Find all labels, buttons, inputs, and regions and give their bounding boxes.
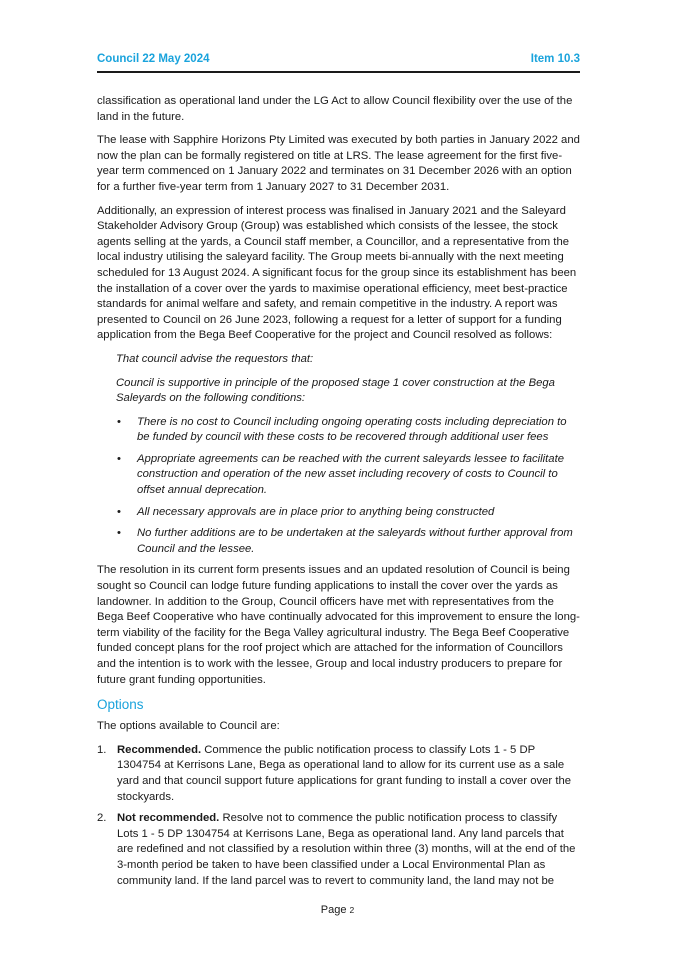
paragraph: The resolution in its current form presents issues and an updated resolution of Council is being sought so Council can lodge future funding applications to install the cover over the yards as landowner. In addition to the Group, Council officers have met with representatives from the Bega Beef Cooperative who have continually advocated for this improvement to ensure the long-term viability of the facility for the Bega Valley agricultural industry. The Bega Beef Cooperative funded concept plans for the roof project which are attached for the information of Councillors and the intention is to work with the lessee, Group and local industry producers to prepare for future grant funding opportunities. bbox=[97, 564, 580, 686]
list-item bbox=[97, 505, 580, 521]
bullet-icon: • bbox=[117, 415, 121, 428]
list-item bbox=[97, 811, 580, 889]
condition-text: All necessary approvals are in place prior to anything being constructed bbox=[137, 505, 495, 518]
paragraph: Additionally, an expression of interest process was finalised in January 2021 and the Saleyard Stakeholder Advisory Group (Group) was established which consists of the lessee, the stock agents selling at the yards, a Council staff member, a Councillor, and a representative from the local industry utilising the saleyard facility. The Group meets bi-annually with the next meeting scheduled for 13 August 2024. A significant focus for the group since its establishment has been the installation of a cover over the yards to maximise operational efficiency, meet best-practice standards for animal welfare and safety, and remain competitive in the industry. A report was presented to Council on 26 June 2023, following a request for a letter of support for a funding application from the Bega Beef Cooperative for the project and Council resolved as follows: bbox=[97, 204, 577, 342]
list-item bbox=[97, 452, 580, 499]
page-header bbox=[97, 53, 580, 73]
condition-text: No further additions are to be undertaken at the saleyards without further approval from Council and the lessee. bbox=[137, 527, 573, 555]
bullet-icon: • bbox=[117, 452, 121, 465]
list-item bbox=[97, 526, 580, 557]
option-label: Not recommended. bbox=[117, 812, 220, 825]
page-footer bbox=[0, 904, 675, 916]
options-list bbox=[97, 743, 580, 889]
bullet-icon: • bbox=[117, 505, 121, 518]
option-number: 2. bbox=[97, 812, 107, 825]
page-number: 2 bbox=[349, 905, 355, 915]
resolution-statement: Council is supportive in principle of the proposed stage 1 cover construction at the Bega Saleyards on the following conditions: bbox=[116, 376, 555, 405]
list-item bbox=[97, 743, 580, 805]
bullet-icon: • bbox=[117, 527, 121, 540]
options-heading: Options bbox=[97, 697, 144, 713]
resolution-intro: That council advise the requestors that: bbox=[116, 352, 314, 365]
meeting-date: Council 22 May 2024 bbox=[97, 53, 210, 65]
options-intro: The options available to Council are: bbox=[97, 720, 280, 733]
document-body bbox=[97, 94, 580, 895]
condition-text: Appropriate agreements can be reached with the current saleyards lessee to facilitate construction and operation of the new asset including recovery of costs to Council to offset annual deprecation. bbox=[137, 452, 565, 497]
option-label: Recommended. bbox=[117, 743, 202, 756]
paragraph: classification as operational land under the LG Act to allow Council flexibility over the use of the land in the future. bbox=[97, 95, 573, 123]
option-text: Resolve not to commence the public notification process to classify Lots 1 - 5 DP 1304754 at Kerrisons Lane, Bega as operational land. Any land parcels that are redefined and not classified by a resolution within three (3) months, will at the end of the 3-month period be taken to have been classified under a Local Environmental Plan as community land. If the land parcel was to revert to community land, the land may not be bbox=[117, 812, 576, 887]
conditions-list bbox=[97, 415, 580, 558]
list-item bbox=[97, 415, 580, 446]
page-label: Page bbox=[320, 904, 350, 916]
option-text: Commence the public notification process to classify Lots 1 - 5 DP 1304754 at Kerrisons Lane, Bega as operational land to allow for its current use as a sale yard and that council support future applications for grant funding to install a cover over the stockyards. bbox=[117, 743, 572, 803]
item-number: Item 10.3 bbox=[530, 53, 580, 65]
option-number: 1. bbox=[97, 743, 107, 756]
condition-text: There is no cost to Council including ongoing operating costs including depreciation to be funded by council with these costs to be recovered through additional user fees bbox=[137, 415, 567, 444]
paragraph: The lease with Sapphire Horizons Pty Limited was executed by both parties in January 2022 and now the plan can be formally registered on title at LRS. The lease agreement for the first five-year term commenced on 1 January 2022 and terminates on 31 December 2026 with an option for a further five-year term from 1 January 2027 to 31 December 2031. bbox=[97, 134, 580, 193]
